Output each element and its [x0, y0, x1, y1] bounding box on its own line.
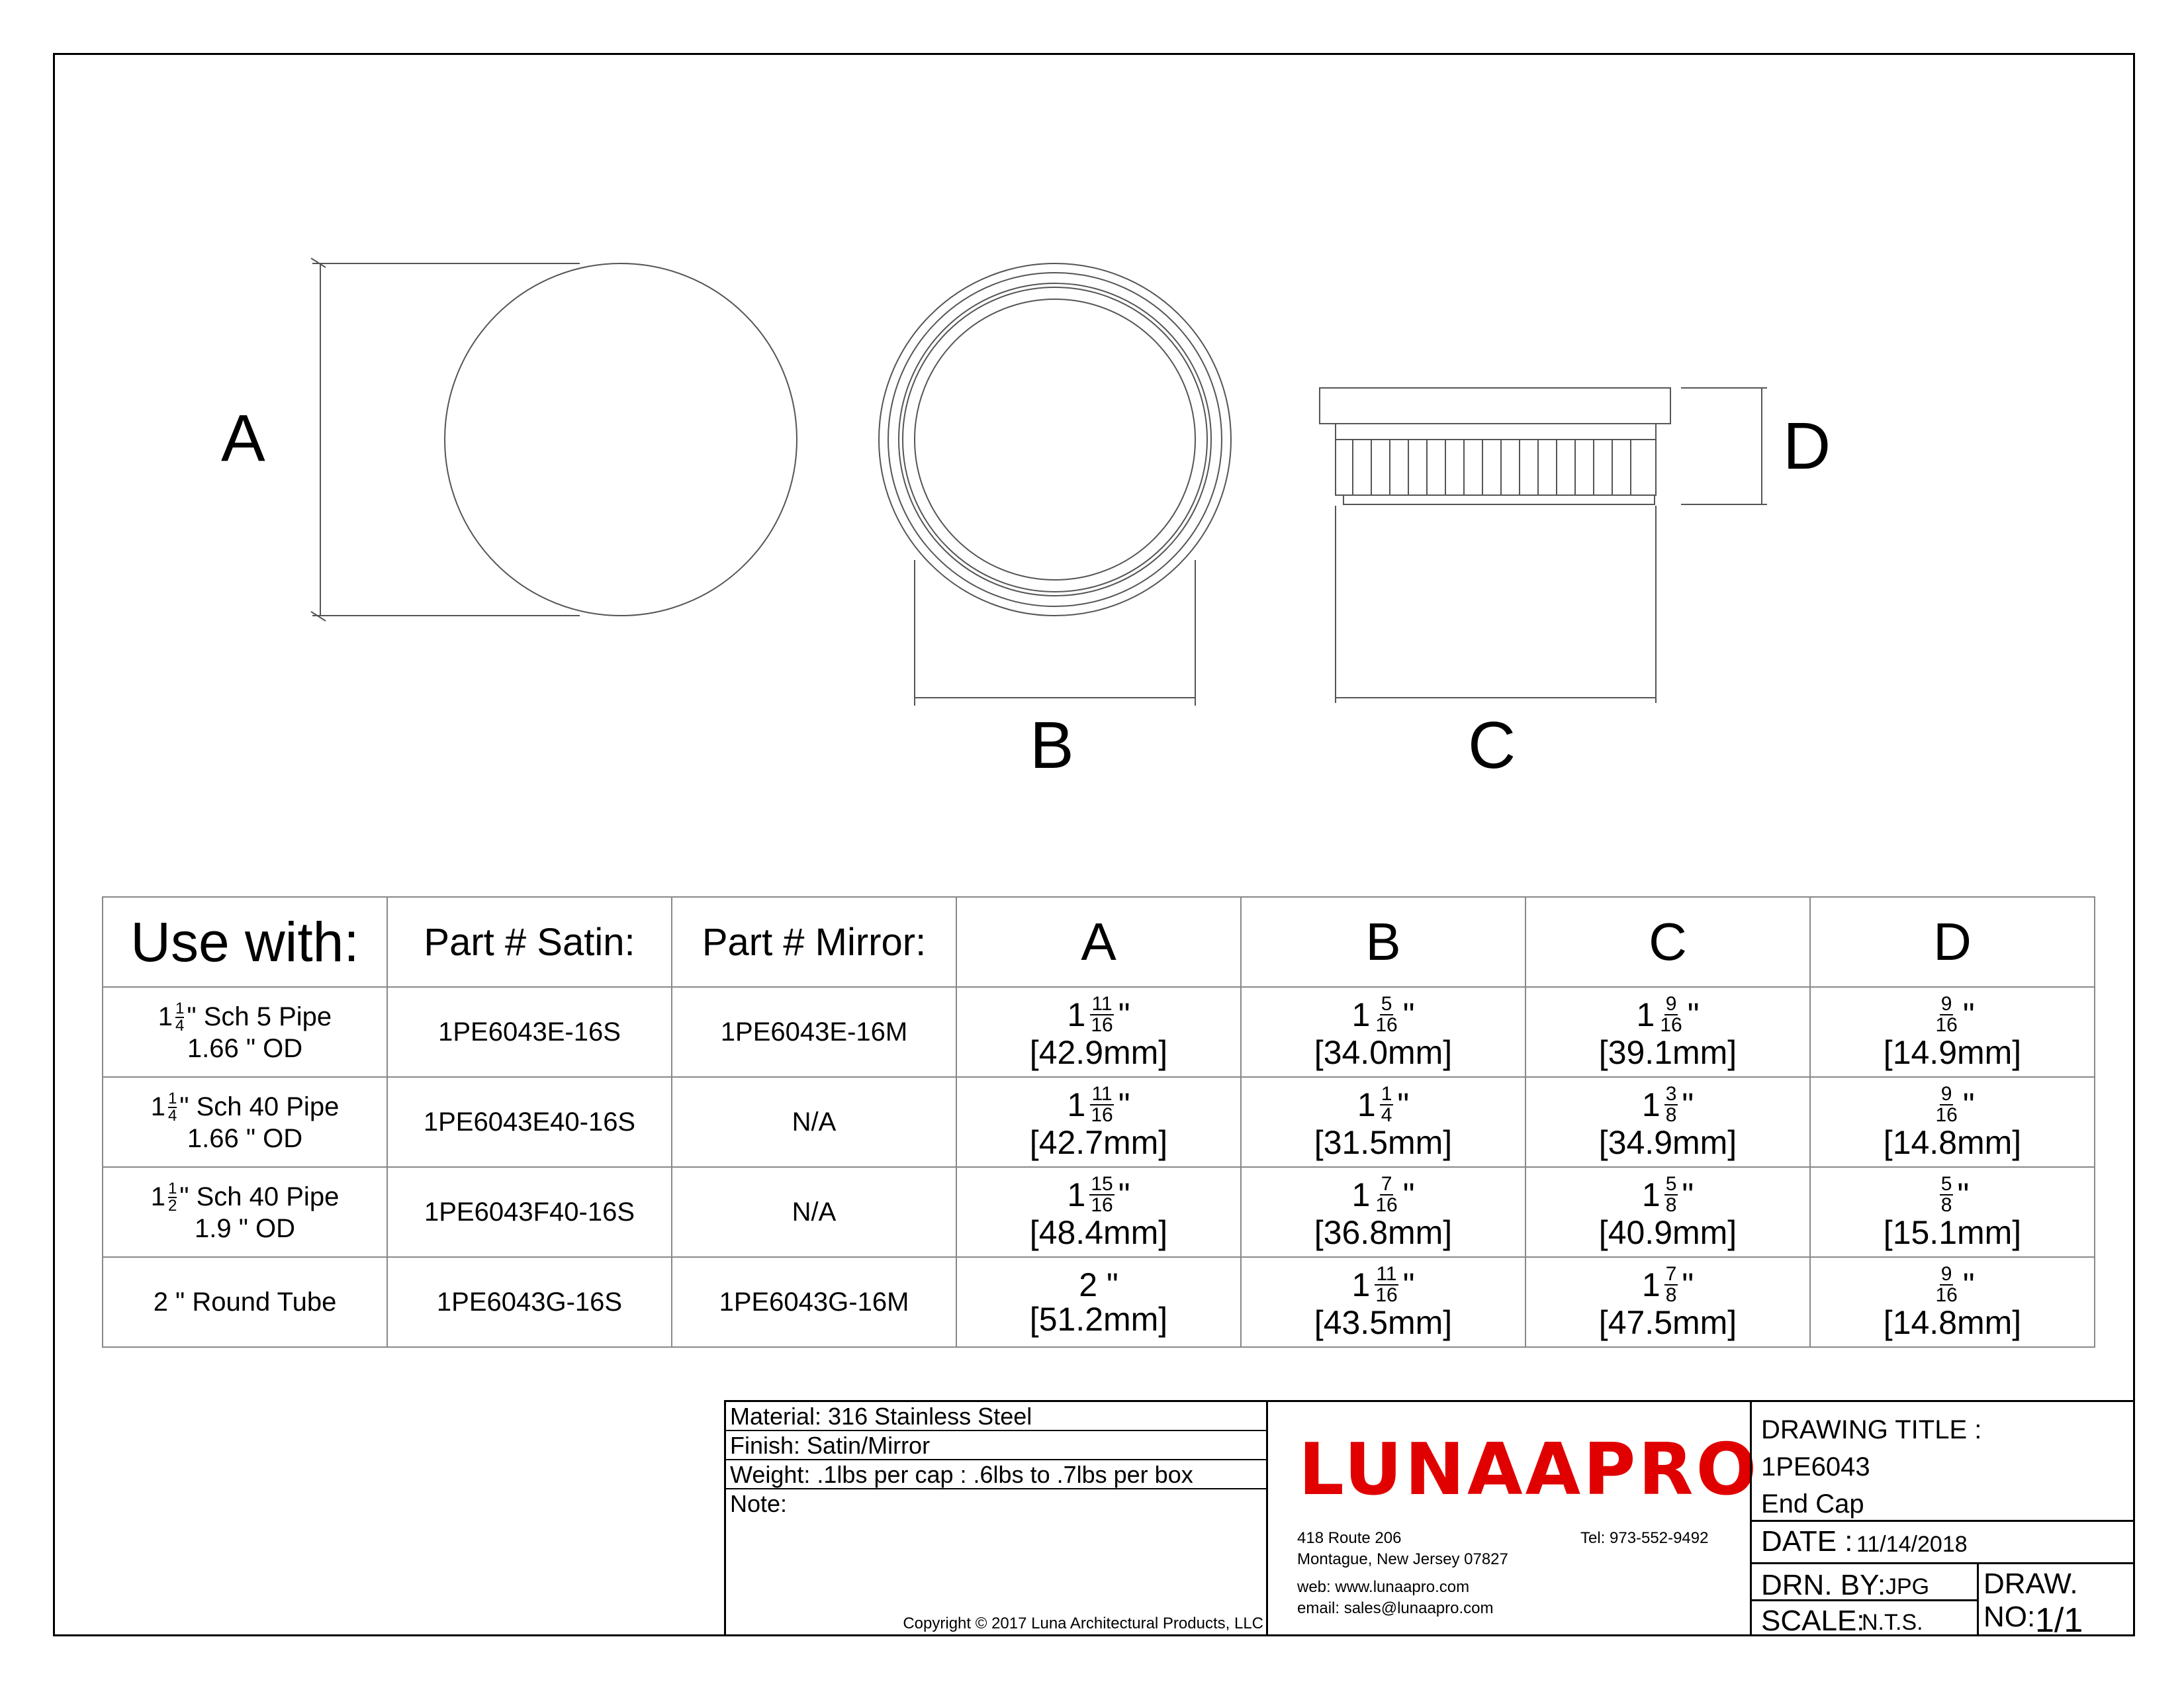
use-fraction: $\frac{1}{2}$ [167, 1179, 177, 1215]
use-whole: 1 [150, 1092, 165, 1121]
bottom-view-ring-3 [903, 287, 1207, 592]
header-use-with: Use with: [103, 897, 387, 987]
top-view-circle [445, 263, 797, 616]
view-label-d: D [1783, 409, 1831, 483]
drawing-title-number: 1PE6043 [1761, 1452, 1870, 1481]
part-satin-cell: 1PE6043E40-16S [387, 1077, 672, 1167]
address-line-1: 418 Route 206 [1297, 1529, 1402, 1547]
dim-b-cell: 1 $\frac{5}{16}$ " [34.0mm] [1241, 987, 1525, 1077]
draw-no-value: 1/1 [2035, 1601, 2083, 1640]
dim-d-cell: $\frac{9}{16}$ " [14.9mm] [1810, 987, 2095, 1077]
dim-a-cell: 1 $\frac{15}{16}$ " [48.4mm] [956, 1167, 1241, 1257]
dim-d-cell: $\frac{9}{16}$ " [14.8mm] [1810, 1257, 2095, 1347]
note-field: Note: [730, 1490, 788, 1517]
email-link[interactable]: email: sales@lunaapro.com [1297, 1599, 1494, 1617]
drawing-title-label: DRAWING TITLE : [1761, 1415, 1982, 1444]
part-satin-cell: 1PE6043F40-16S [387, 1167, 672, 1257]
title-block-drawing-info [1750, 1400, 2135, 1640]
dim-c-cell: 1 $\frac{5}{8}$ " [40.9mm] [1525, 1167, 1810, 1257]
header-part-satin: Part # Satin: [387, 897, 672, 987]
part-mirror-cell: N/A [672, 1167, 956, 1257]
dim-a-cell: 2 " [51.2mm] [956, 1257, 1241, 1347]
material-field: Material: 316 Stainless Steel [726, 1402, 1266, 1431]
dim-b-cell: 1 $\frac{11}{16}$ " [43.5mm] [1241, 1257, 1525, 1347]
header-part-mirror: Part # Mirror: [672, 897, 956, 987]
header-a: A [956, 897, 1241, 987]
use-fraction: $\frac{1}{4}$ [167, 1089, 177, 1125]
telephone: Tel: 973-552-9492 [1580, 1529, 1709, 1547]
dim-b-cell: 1 $\frac{1}{4}$ " [31.5mm] [1241, 1077, 1525, 1167]
view-label-b: B [1030, 708, 1074, 782]
dim-d-cell: $\frac{9}{16}$ " [14.8mm] [1810, 1077, 2095, 1167]
dim-a-cell: 1 $\frac{11}{16}$ " [42.9mm] [956, 987, 1241, 1077]
table-row [103, 1257, 2095, 1347]
table-header-row [103, 897, 2095, 987]
use-with-cell [103, 1077, 387, 1167]
bottom-view-ring-2 [899, 283, 1211, 596]
knurl-lines [1353, 440, 1631, 495]
title-block-company [1268, 1400, 1760, 1636]
table-row [103, 987, 2095, 1077]
bottom-view-ring-1 [888, 273, 1222, 606]
date-value: 11/14/2018 [1856, 1532, 1968, 1557]
company-logo: LUNAAPRO [1298, 1429, 1760, 1511]
part-mirror-cell: N/A [672, 1077, 956, 1167]
header-c: C [1525, 897, 1810, 987]
use-with-cell [103, 1167, 387, 1257]
header-d: D [1810, 897, 2095, 987]
part-satin-cell: 1PE6043G-16S [387, 1257, 672, 1347]
part-satin-cell: 1PE6043E-16S [387, 987, 672, 1077]
dim-d-cell: $\frac{5}{8}$ " [15.1mm] [1810, 1167, 2095, 1257]
scale-value: N.T.S. [1862, 1610, 1923, 1635]
side-view-knurl-top [1336, 424, 1656, 440]
website-link[interactable]: web: www.lunaapro.com [1297, 1578, 1470, 1596]
drawn-by-value: JPG [1886, 1574, 1930, 1599]
drawn-by-label: DRN. BY: [1761, 1569, 1886, 1601]
finish-field: Finish: Satin/Mirror [726, 1431, 1266, 1460]
title-block-notes [724, 1400, 1268, 1636]
dim-c-cell: 1 $\frac{7}{8}$ " [47.5mm] [1525, 1257, 1810, 1347]
side-view-knurl-bottom [1343, 495, 1655, 504]
scale-label: SCALE: [1761, 1605, 1865, 1637]
view-label-a: A [221, 401, 265, 475]
dim-c-cell: 1 $\frac{9}{16}$ " [39.1mm] [1525, 987, 1810, 1077]
use-with-cell [103, 1257, 387, 1347]
use-text: 2 " Round Tube [153, 1287, 337, 1317]
copyright-text: Copyright © 2017 Luna Architectural Products, LLC [903, 1615, 1263, 1632]
dim-b-cell: 1 $\frac{7}{16}$ " [36.8mm] [1241, 1167, 1525, 1257]
dim-c-cell: 1 $\frac{3}{8}$ " [34.9mm] [1525, 1077, 1810, 1167]
use-od: 1.9 " OD [194, 1213, 296, 1243]
spec-table [102, 896, 2095, 1348]
use-fraction: $\frac{1}{4}$ [175, 999, 185, 1035]
use-with-cell [103, 987, 387, 1077]
weight-field: Weight: .1lbs per cap : .6lbs to .7lbs per box [726, 1460, 1266, 1489]
use-od: 1.66 " OD [187, 1123, 303, 1153]
use-text: " Sch 40 Pipe [179, 1182, 340, 1211]
date-label: DATE : [1761, 1525, 1853, 1558]
table-row [103, 1077, 2095, 1167]
draw-no-label: DRAW. NO: [1983, 1568, 2078, 1633]
part-mirror-cell: 1PE6043E-16M [672, 987, 956, 1077]
use-text: " Sch 5 Pipe [187, 1002, 332, 1031]
side-view-flange [1320, 388, 1670, 424]
bottom-view-outer [879, 263, 1231, 616]
bottom-view-inner [915, 299, 1195, 580]
drawing-title-name: End Cap [1761, 1489, 1864, 1519]
view-label-c: C [1468, 708, 1516, 782]
use-whole: 1 [158, 1002, 173, 1031]
use-od: 1.66 " OD [187, 1033, 303, 1063]
address-line-2: Montague, New Jersey 07827 [1297, 1550, 1508, 1568]
use-text: " Sch 40 Pipe [179, 1092, 340, 1121]
use-whole: 1 [150, 1182, 165, 1211]
dim-a-cell: 1 $\frac{11}{16}$ " [42.7mm] [956, 1077, 1241, 1167]
table-row [103, 1167, 2095, 1257]
side-view-knurl [1336, 440, 1656, 495]
part-mirror-cell: 1PE6043G-16M [672, 1257, 956, 1347]
header-b: B [1241, 897, 1525, 987]
